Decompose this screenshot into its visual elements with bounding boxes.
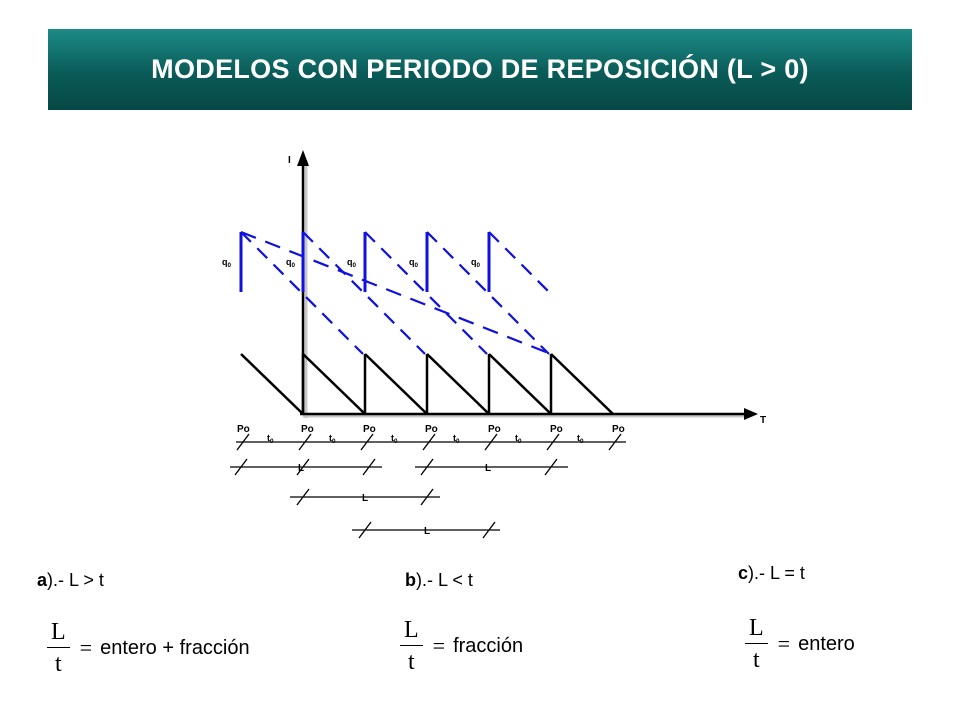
y-axis-arrow: [297, 150, 309, 166]
lead-time-label: L: [362, 493, 369, 504]
t0-label: $t_0$: [577, 433, 584, 445]
case-a-equals: =: [79, 635, 93, 660]
t0-label: $t_0$: [391, 433, 398, 445]
lead-time-label: L: [485, 463, 492, 474]
t0-label: $t_0$: [329, 433, 336, 445]
sawtooth-segment: [365, 354, 427, 414]
case-c-text: ).- L = t: [748, 563, 805, 583]
order-dashed-line: [241, 232, 551, 354]
sawtooth-segment: [551, 354, 613, 414]
sawtooth-segment: [489, 354, 551, 414]
sawtooth-segment: [241, 354, 303, 414]
lead-time-label: L: [298, 463, 305, 474]
t0-label: $t_0$: [453, 433, 460, 445]
po-label: Po: [363, 424, 376, 435]
case-a-letter: a: [37, 570, 48, 590]
po-label: Po: [425, 424, 438, 435]
case-c-result: entero: [798, 632, 855, 655]
order-dashed-line: [303, 292, 427, 354]
q0-label: $q_0$: [222, 257, 232, 269]
case-a-numerator: L: [47, 620, 70, 648]
case-c-denominator: t: [753, 647, 760, 673]
case-a-denominator: t: [55, 651, 62, 677]
t0-label: $t_0$: [515, 433, 522, 445]
sawtooth-segment: [303, 354, 365, 414]
q0-label: $q_0$: [347, 257, 357, 269]
lead-time-label: L: [424, 526, 431, 537]
case-a-result: entero + fracción: [100, 636, 250, 659]
case-c-letter: c: [738, 563, 749, 583]
order-dashed-line: [489, 232, 551, 294]
po-label: Po: [301, 424, 314, 435]
y-axis-label: I: [288, 155, 291, 166]
q0-label: $q_0$: [286, 257, 296, 269]
case-b-result: fracción: [453, 634, 524, 657]
page-title: MODELOS CON PERIODO DE REPOSICIÓN (L > 0): [151, 54, 809, 84]
x-axis-label: T: [760, 415, 767, 426]
case-b-letter: b: [405, 570, 416, 590]
case-c-fraction: [745, 616, 768, 672]
case-c-formula: [745, 616, 855, 672]
case-b-text: ).- L < t: [416, 570, 473, 590]
po-label: Po: [612, 424, 625, 435]
case-c-equals: =: [777, 631, 791, 656]
case-b-label: [405, 570, 473, 591]
case-a-text: ).- L > t: [47, 570, 104, 590]
case-a-formula: [47, 620, 250, 676]
case-b-denominator: t: [408, 649, 415, 675]
po-label: Po: [237, 424, 250, 435]
po-label: Po: [550, 424, 563, 435]
t0-label: $t_0$: [267, 433, 274, 445]
q0-label: $q_0$: [409, 257, 419, 269]
q0-label: $q_0$: [471, 257, 481, 269]
x-axis-arrow: [744, 408, 758, 420]
sawtooth-segment: [427, 354, 489, 414]
case-b-numerator: L: [400, 618, 423, 646]
case-b-fraction: [400, 618, 423, 674]
case-c-label: [738, 563, 805, 584]
po-label: Po: [488, 424, 501, 435]
case-b-equals: =: [432, 633, 446, 658]
case-b-formula: [400, 618, 523, 674]
case-a-label: [37, 570, 104, 591]
case-a-fraction: [47, 620, 70, 676]
case-c-numerator: L: [745, 616, 768, 644]
